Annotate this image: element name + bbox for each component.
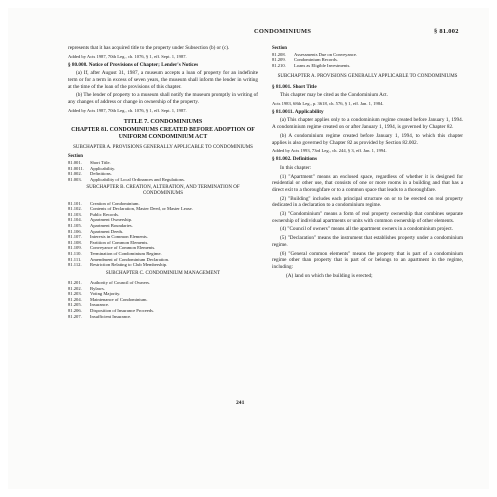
subchapter-b-heading: SUBCHAPTER B. CREATION, ALTERATION, AND TERMINATION OF CONDOMINIUMS	[86, 185, 240, 197]
toc-section-title: Apartment Ownership.	[90, 217, 133, 223]
chapter-heading: CHAPTER 81. CONDOMINIUMS CREATED BEFORE ADOPTION OF UNIFORM CONDOMINIUM ACT	[71, 127, 255, 141]
toc-section-number: 81.101.	[68, 200, 82, 206]
toc-entry	[68, 177, 258, 183]
toc-section-number: 81.206.	[68, 307, 82, 313]
toc-section-title: Insufficient Insurance.	[90, 313, 132, 319]
toc-section-number: 81.207.	[68, 313, 82, 319]
paragraph-80-008-a: (a) If, after August 31, 1987, a museum accepts a loan of property for an indefinite term or for a term in excess of seven years, the museum shall inform the lender in writing at the time of the loan of the provisions of this chapter.	[68, 70, 258, 90]
subchapter-a-heading: SUBCHAPTER A. PROVISIONS GENERALLY APPLICABLE TO CONDOMINIUMS	[277, 74, 458, 80]
toc-subchapter-b	[68, 201, 258, 268]
toc-section-number: 81.002.	[68, 171, 82, 177]
toc-section-number: 81.203.	[68, 291, 82, 297]
toc-section-number: 81.107.	[68, 234, 82, 240]
toc-section-number: 81.205.	[68, 302, 82, 308]
toc-section-title: Conveyance of Common Elements.	[90, 245, 156, 251]
paragraph-81-0011-b: (b) A condominium regime created before January 1, 1994, to which this chapter applies is also governed by Chapter 82 as provided by Section 82.002.	[272, 132, 463, 146]
subchapter-c-heading: SUBCHAPTER C. CONDOMINIUM MANAGEMENT	[105, 270, 221, 276]
definition-2: (2) "Building" includes each principal structure on or to be erected on real property dedicated in a declaration to a condominium regime.	[272, 195, 463, 209]
toc-section-title: Authority of Council of Owners.	[90, 280, 151, 286]
toc-section-title: Short Title.	[90, 159, 111, 165]
toc-section-title: Bylaws.	[90, 285, 105, 291]
toc-section-number: 81.209.	[272, 57, 286, 63]
page-number: 241	[236, 400, 245, 406]
toc-section-label: Section	[272, 46, 287, 51]
toc-section-number: 81.103.	[68, 211, 82, 217]
title-heading: TITLE 7. CONDOMINIUMS	[123, 117, 203, 125]
toc-section-number: 81.001.	[68, 159, 82, 165]
toc-section-title: Creation of Condominium.	[90, 200, 140, 206]
toc-section-title: Partition of Common Elements.	[90, 239, 149, 245]
toc-section-number: 81.112.	[68, 262, 82, 268]
running-title: CONDOMINIUMS	[254, 28, 312, 35]
toc-section-title: Public Records.	[90, 211, 120, 217]
toc-section-title: Insurance.	[90, 302, 110, 308]
paragraph-80-008-b: (b) The lender of property to a museum shall notify the museum promptly in writing of any changes of address or change in ownership of the property.	[68, 92, 258, 106]
toc-section-title: Contents of Declaration, Master Deed, or Master Lease.	[90, 206, 193, 212]
paragraph-continued: represents that it has acquired title to the property under Subsection (b) or (c).	[68, 45, 230, 51]
toc-section-number: 81.003.	[68, 176, 82, 182]
definition-3: (3) "Condominium" means a form of real property ownership that combines separate ownership of individual apartments or units with common ownership of other elements.	[272, 211, 463, 224]
toc-section-number: 81.208.	[272, 51, 286, 57]
paragraph-81-0011-a: (a) This chapter applies only to a condominium regime created before January 1, 1994. A condominium regime created on or after January 1, 1994, is governed by Chapter 82.	[272, 117, 463, 131]
subchapter-a-heading: SUBCHAPTER A. PROVISIONS GENERALLY APPLICABLE TO CONDOMINIUMS	[73, 145, 253, 151]
toc-section-label: Section	[68, 154, 83, 160]
toc-section-title: Apartment Deeds.	[90, 228, 124, 234]
toc-section-title: Voting Majority.	[90, 291, 121, 297]
definition-5: (5) "Declaration" means the instrument that establishes property under a condominium regime.	[272, 235, 463, 248]
toc-section-title: Definitions.	[90, 171, 112, 177]
toc-section-number: 81.111.	[68, 256, 82, 262]
toc-section-number: 81.108.	[68, 239, 82, 245]
toc-section-number: 81.0011.	[68, 165, 84, 171]
section-heading-80-008: § 80.008. Notice of Provisions of Chapter; Lender's Notices	[68, 61, 199, 68]
toc-section-title: Termination of Condominium Regime.	[90, 251, 162, 257]
toc-section-title: Amendment of Condominium Declaration.	[90, 256, 170, 262]
toc-subchapter-a	[68, 160, 258, 182]
toc-section-title: Interests in Common Elements.	[90, 234, 148, 240]
toc-section-title: Restriction Relating to Club Membership.	[90, 262, 168, 268]
section-reference: § 81.002	[434, 28, 459, 35]
toc-section-number: 81.102.	[68, 206, 82, 212]
definition-6: (6) "General common elements" means the property that is part of a condominium regime other than property that is part of or belongs to an apartment in the regime, including:	[272, 250, 463, 270]
toc-section-title: Assessments Due on Conveyance.	[294, 51, 358, 57]
document-page	[8, 8, 489, 489]
definitions-intro: In this chapter:	[280, 164, 312, 171]
toc-section-title: Disposition of Insurance Proceeds.	[90, 307, 155, 313]
history-note: Acts 1983, 68th Leg., p. 3618, ch. 576, § 1, eff. Jan. 1, 1984.	[272, 100, 384, 106]
toc-section-title: Condominium Records.	[294, 57, 338, 63]
toc-section-number: 81.104.	[68, 217, 82, 223]
section-heading-81-002: § 81.002. Definitions	[272, 156, 317, 163]
toc-section-number: 81.204.	[68, 296, 82, 302]
toc-section-number: 81.210.	[272, 62, 286, 68]
toc-section-number: 81.110.	[68, 251, 82, 257]
toc-section-number: 81.109.	[68, 245, 82, 251]
definition-6-a: (A) land on which the building is erected;	[286, 272, 373, 279]
paragraph-81-001: This chapter may be cited as the Condominium Act.	[280, 92, 388, 99]
toc-entry	[272, 63, 463, 69]
toc-entry	[68, 314, 258, 320]
toc-section-number: 81.106.	[68, 228, 82, 234]
toc-subchapter-c	[68, 280, 258, 319]
section-heading-81-0011: § 81.0011. Applicability	[272, 108, 324, 115]
right-column	[272, 45, 463, 281]
history-note: Added by Acts 1993, 73rd Leg., ch. 244, § 3, eff. Jan. 1, 1994.	[272, 148, 387, 154]
toc-entry	[68, 262, 258, 268]
toc-section-title: Apartment Boundaries.	[90, 223, 133, 229]
toc-section-number: 81.202.	[68, 285, 82, 291]
history-note: Added by Acts 1987, 70th Leg., ch. 1076, § 1, eff. Sept. 1, 1987.	[68, 53, 187, 59]
history-note: Added by Acts 1987, 70th Leg., ch. 1076, § 1, eff. Sept. 1, 1987.	[68, 107, 187, 113]
toc-section-title: Maintenance of Condominium.	[90, 296, 148, 302]
left-column	[68, 45, 258, 319]
section-heading-81-001: § 81.001. Short Title	[272, 83, 317, 90]
toc-section-number: 81.201.	[68, 280, 82, 286]
toc-section-title: Applicability.	[90, 165, 116, 171]
definition-1: (1) "Apartment" means an enclosed space, regardless of whether it is designed for residential or other use, that consists of one or more rooms in a building and that has a direct exit to a thoroughfare or to a common space that leads to a thoroughfare.	[272, 173, 463, 193]
definition-4: (4) "Council of owners" means all the apartment owners in a condominium project.	[280, 226, 453, 233]
toc-subchapter-c-continued	[272, 52, 463, 69]
toc-section-title: Applicability of Local Ordinances and Regulations.	[90, 176, 185, 182]
toc-section-number: 81.105.	[68, 223, 82, 229]
toc-section-title: Loans as Eligible Investments.	[294, 62, 351, 68]
